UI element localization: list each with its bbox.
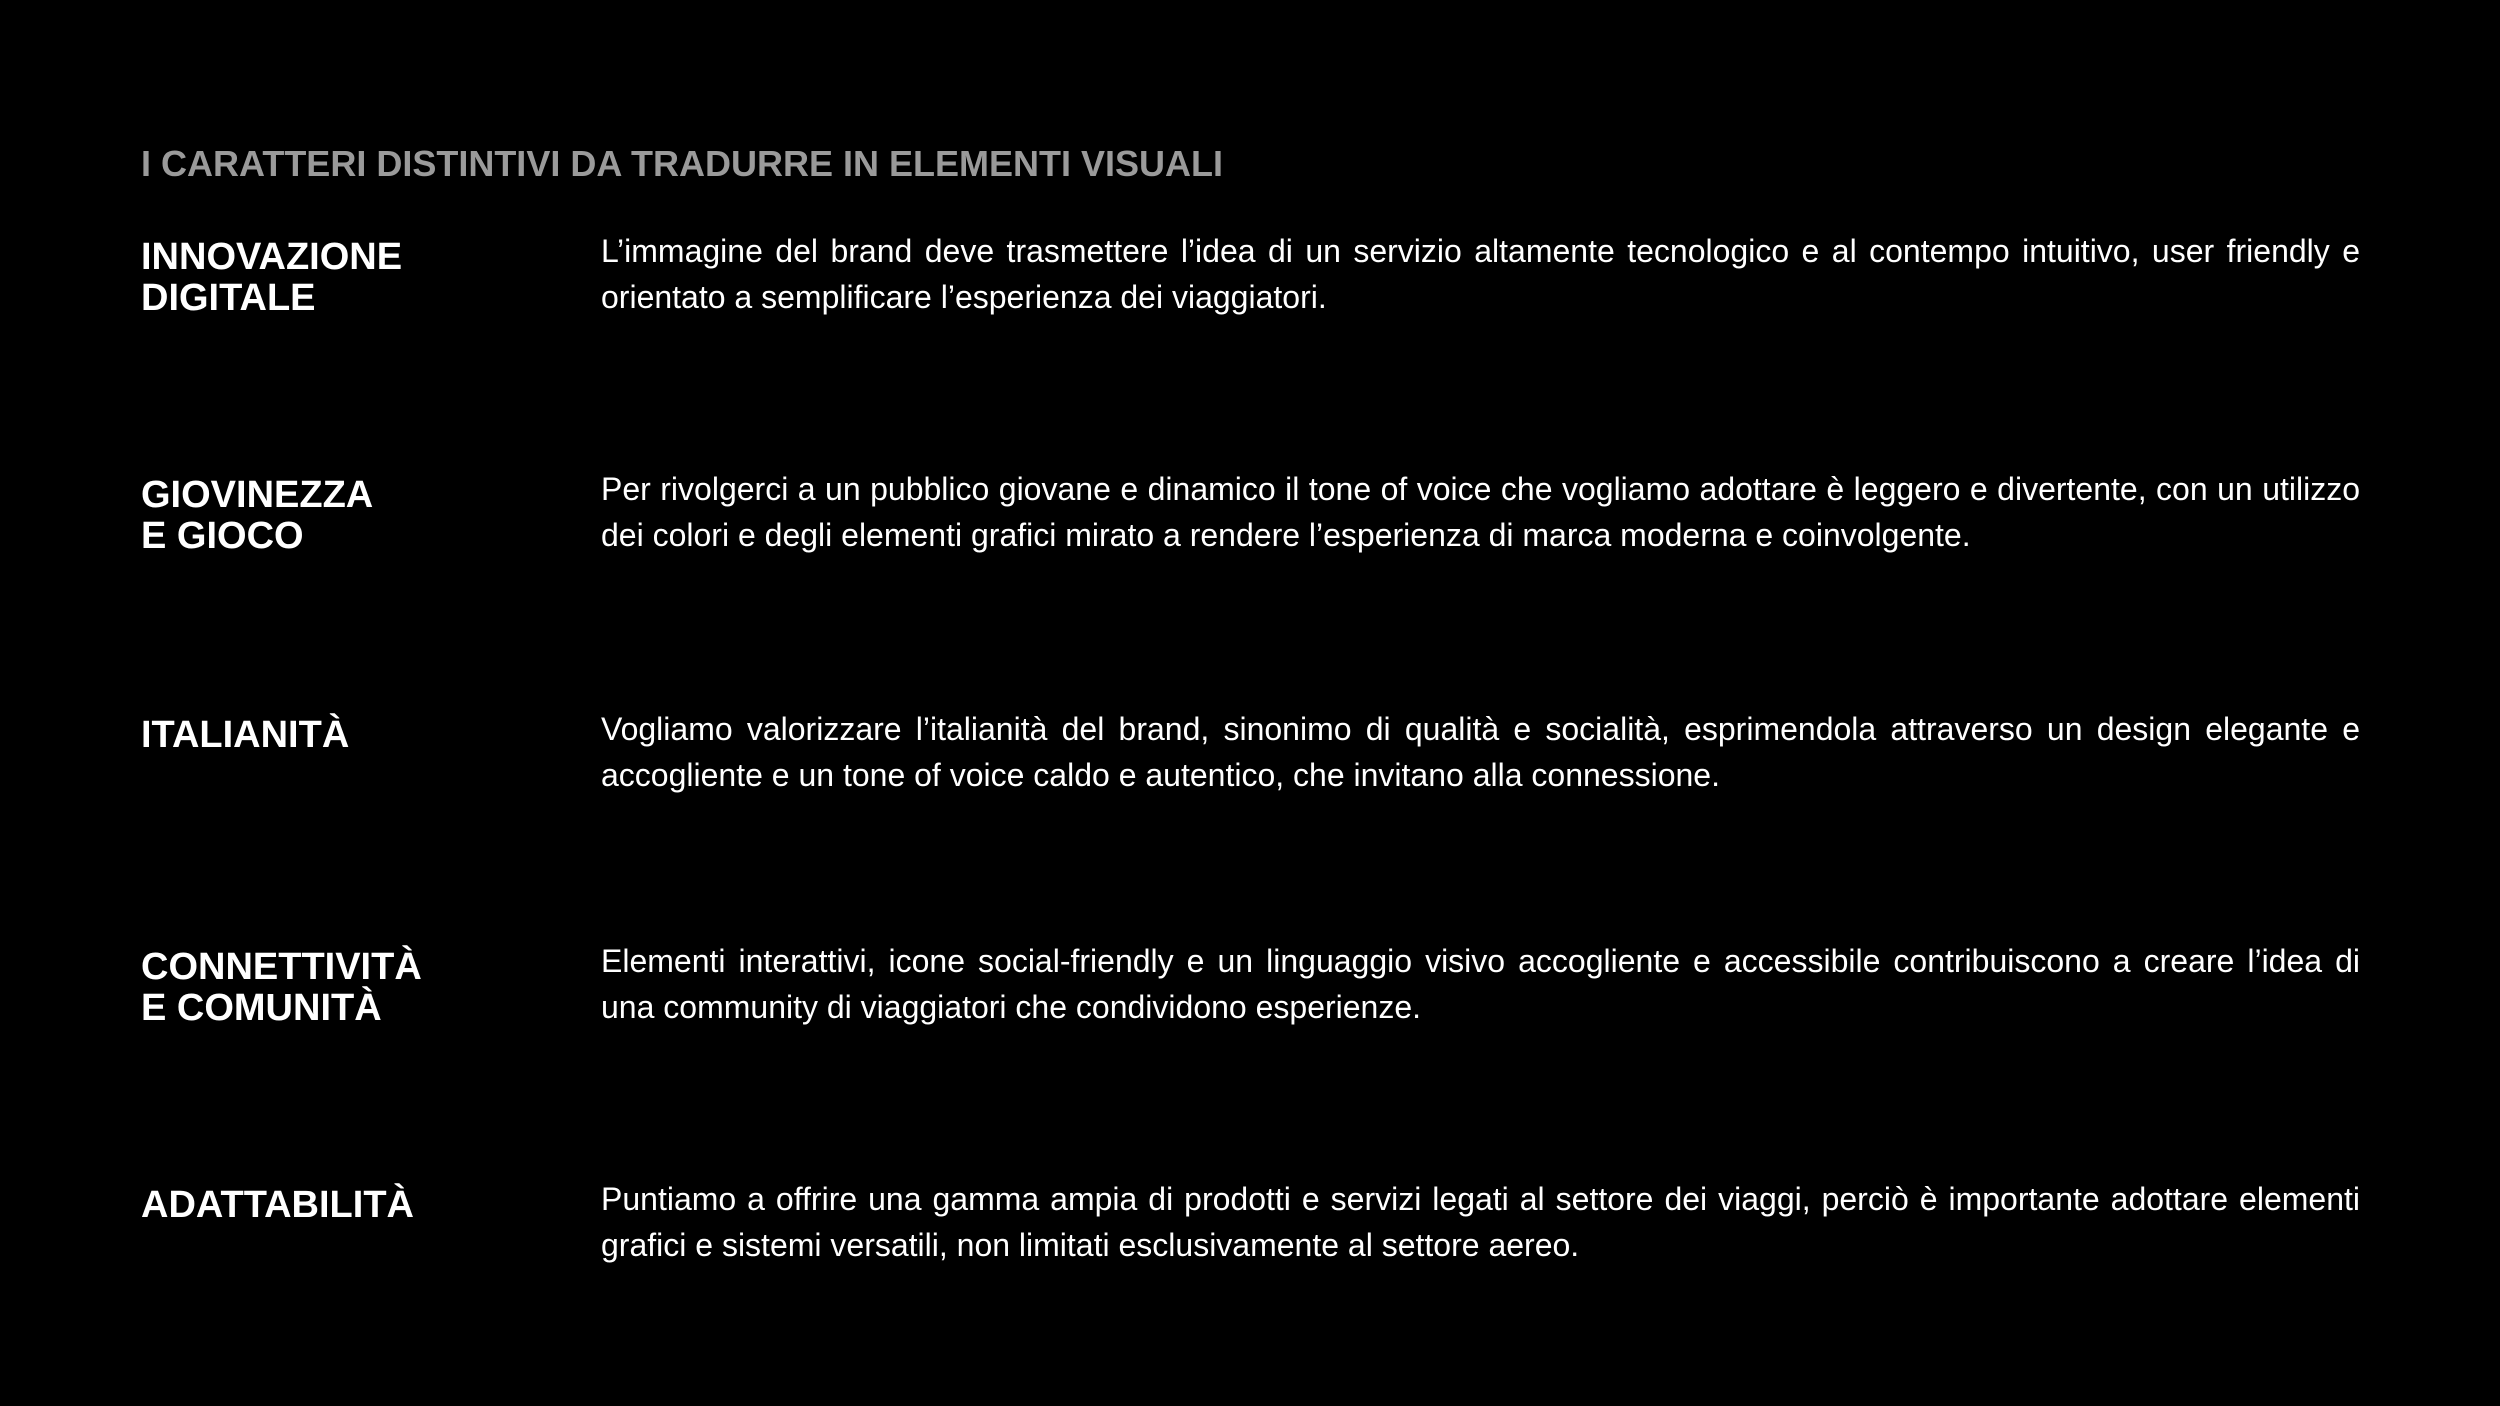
trait-heading: ITALIANITÀ xyxy=(141,714,350,756)
trait-description: Elementi interattivi, icone social-friendly e un linguaggio visivo accogliente e accessibile contribuiscono a creare l’idea di una community di viaggiatori che condividono esperienze. xyxy=(601,943,2360,1025)
trait-heading: ADATTABILITÀ xyxy=(141,1184,414,1226)
trait-heading: GIOVINEZZA E GIOCO xyxy=(141,474,374,557)
trait-description: Per rivolgerci a un pubblico giovane e dinamico il tone of voice che vogliamo adottare è leggero e divertente, con un utilizzo dei colori e degli elementi grafici mirato a rendere l’esperienza di marca moderna e coinvolgente. xyxy=(601,471,2360,553)
trait-description: Puntiamo a offrire una gamma ampia di prodotti e servizi legati al settore dei viaggi, perciò è importante adottare elementi grafici e sistemi versatili, non limitati esclusivamente al settore aereo. xyxy=(601,1181,2360,1263)
slide-title: I CARATTERI DISTINTIVI DA TRADURRE IN ELEMENTI VISUALI xyxy=(141,143,1224,184)
trait-description: Vogliamo valorizzare l’italianità del brand, sinonimo di qualità e socialità, esprimendola attraverso un design elegante e accogliente e un tone of voice caldo e autentico, che invitano alla connessione. xyxy=(601,711,2360,793)
trait-description: L’immagine del brand deve trasmettere l’idea di un servizio altamente tecnologico e al contempo intuitivo, user friendly e orientato a semplificare l’esperienza dei viaggiatori. xyxy=(601,233,2360,315)
trait-heading: CONNETTIVITÀ E COMUNITÀ xyxy=(141,946,422,1029)
trait-heading: INNOVAZIONE DIGITALE xyxy=(141,236,403,319)
